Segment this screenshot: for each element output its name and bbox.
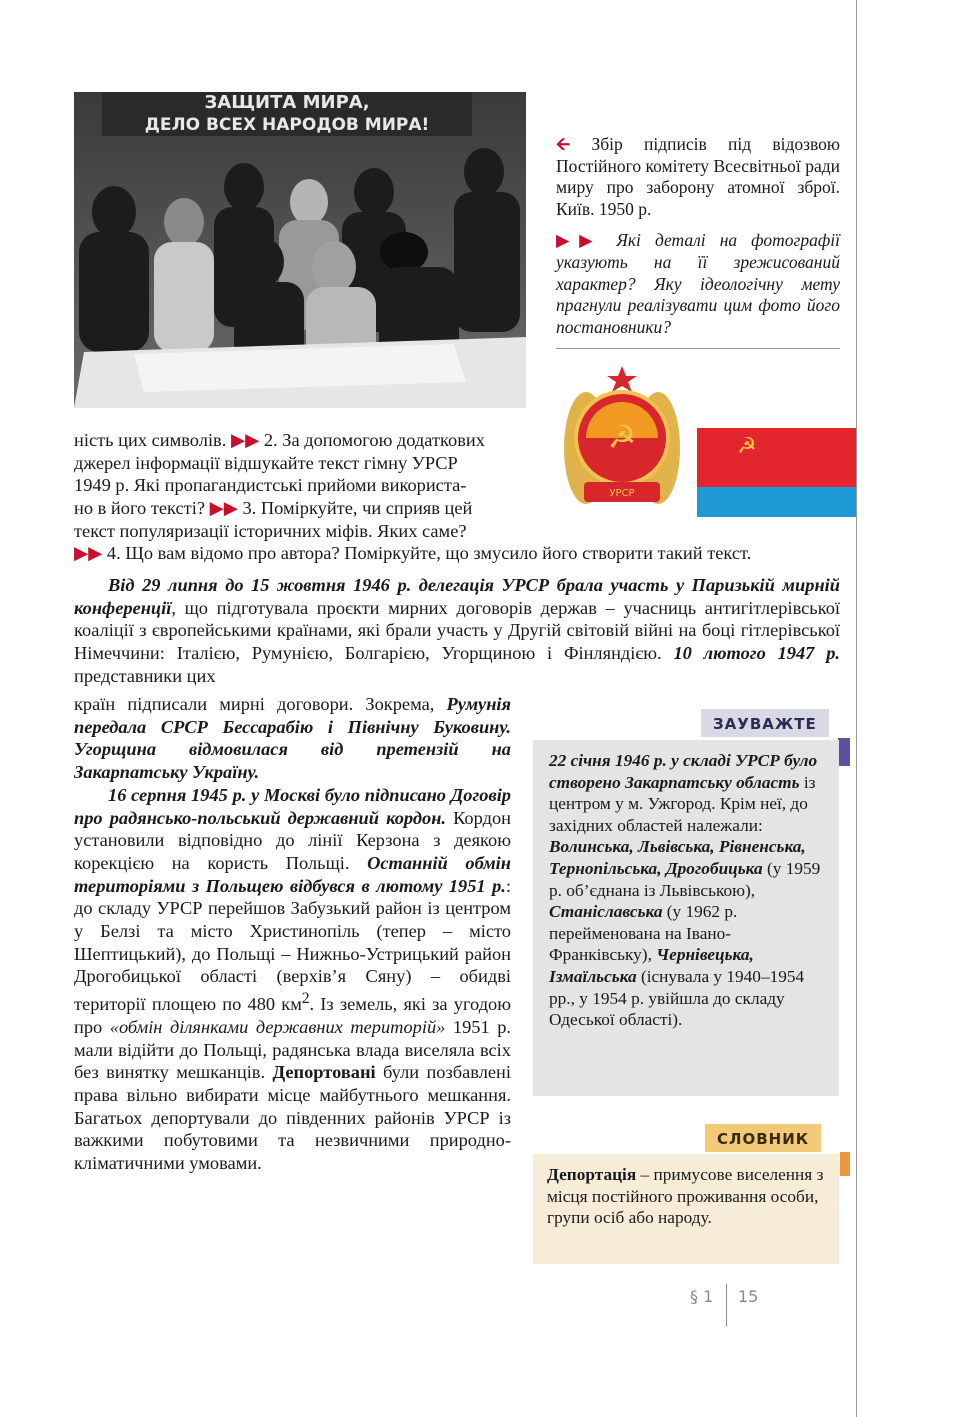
q-line: ність цих символів. (74, 430, 227, 450)
emphasis: 16 серпня 1945 р. у Москві було підписано Договір про радянсько-польський державний кордон. (74, 784, 511, 828)
arrow-left-icon: 🡨 (556, 134, 571, 154)
note-label: ЗАУВАЖТЕ (701, 709, 829, 737)
emphasis: «обмін ділянками державних територій» (109, 1016, 446, 1037)
text: були позбавлені права вільно вибирати місце майбутнього мешкання. Багатьох депортували до південних районів УРСР із важкими побутовими та незвичними природно-кліматичними умовами. (74, 1062, 512, 1174)
emblem-ribbon-text: УРСР (609, 488, 635, 499)
text: країн підписали мирні договори. Зокрема, (74, 694, 447, 714)
symbols-questions (74, 429, 527, 543)
q-line: 3. Поміркуйте, чи сприяв цей (242, 498, 473, 519)
superscript: 2 (301, 990, 310, 1008)
page-number: 15 (738, 1287, 759, 1306)
ussr-emblem (556, 364, 688, 516)
emphasis: Станіславська (549, 902, 663, 922)
emphasis: Від 29 липня до 15 жовтня 1946 р. делегація УРСР брала участь у Паризькій мирній конференції (74, 575, 840, 618)
photo-caption (556, 134, 840, 349)
glossary-tab (840, 1152, 850, 1176)
glossary-box (533, 1154, 839, 1264)
glossary-term: Депортація (547, 1165, 637, 1184)
double-arrow-icon: ▶▶ (230, 430, 260, 450)
q-line: джерел інформації відшукайте текст гімну УРСР (74, 452, 458, 473)
flag-hammer-sickle-icon: ☭ (737, 434, 757, 459)
text: (у 1959 р. об’єднана із Львівською), (549, 858, 821, 900)
paragraph-paris-conference (74, 574, 840, 688)
q-line: 2. За допомогою додаткових (263, 430, 485, 450)
emphasis: Депортовані (272, 1062, 376, 1083)
main-column (74, 693, 511, 1175)
emphasis: Волинська, Львівська, Рівненська, Тернопільська, Дрогобицька (549, 837, 806, 878)
double-arrow-icon: ▶▶ (74, 543, 103, 563)
note-box (533, 740, 839, 1096)
emphasis: Останній обмін територіями з Польщею відбувся в лютому 1951 р. (74, 852, 511, 896)
glossary-definition: – примусове виселення з місця постійного проживання особи, групи осіб або народу. (547, 1165, 824, 1228)
q-line: 1949 р. Які пропагандистські прийоми використа- (74, 475, 467, 496)
text: (існувала у 1940–1954 рр., у 1954 р. увійшла до складу Одеської області). (549, 966, 805, 1030)
symbols-question-4 (74, 542, 844, 565)
note-tab (838, 738, 850, 766)
text: : до складу УРСР перейшов Забузький район із центром у Белзі та місто Христинопіль (тепер – місто Шептицький), до Польщі – Нижньо-Устрицький район Дрогобицької області (верхів’я Сяну) – обидві території площею по 480 км (74, 875, 511, 1015)
caption-divider (556, 348, 840, 349)
double-arrow-icon: ▶▶ (556, 230, 603, 251)
hammer-sickle-icon: ☭ (607, 418, 637, 456)
q-line: текст популяризації історичних міфів. Яких саме? (74, 520, 467, 541)
emphasis: Румунія передала СРСР Бессарабію і Північну Буковину. Угорщина відмовилася від претензій на Закарпатську Україну. (74, 694, 511, 783)
text: (у 1962 р. перейменована на Івано-Франківську), (549, 902, 738, 965)
emphasis: 22 січня 1946 р. у складі УРСР було створено Закарпатську область (549, 751, 818, 792)
star-icon (607, 366, 637, 392)
text: , що підготувала проєкти мирних договорів держав – учасниць антигітлерівської коаліції з європейськими країнами, які брали участь у Другій світовій війні на боці гітлерівської Німеччини: Італією, Румунією, Болгарією, Угорщиною і Фінляндією. (74, 597, 840, 664)
banner-line-1: ЗАЩИТА МИРА, (204, 92, 370, 113)
q-line: 4. Що вам відомо про автора? Поміркуйте, що змусило його створити такий текст. (106, 543, 752, 563)
q-line: но в його тексті? (74, 498, 205, 519)
caption-question: Які деталі на фотографії указують на її зрежисований характер? Яку ідеологічну мету прагнули реалізувати цим фото його постановники? (556, 230, 840, 337)
text: Кордон установили відповідно до лінії Керзона з деякою корекцією на користь Польщі. (74, 807, 511, 873)
text: . Із земель, які за угодою про (74, 994, 511, 1037)
text: представники цих (74, 665, 216, 686)
section-number: § 1 (690, 1287, 714, 1306)
emphasis: Чернівецька, Ізмаїльська (549, 945, 754, 986)
text: із центром у м. Ужгород. Крім неї, до західних областей належали: (549, 772, 816, 835)
glossary-label: СЛОВНИК (705, 1124, 821, 1152)
banner-line-2: ДЕЛО ВСЕХ НАРОДОВ МИРА! (144, 115, 430, 135)
emphasis: 10 лютого 1947 р. (673, 643, 840, 664)
footer-divider (726, 1284, 727, 1326)
caption-text: Збір підписів під відозвою Постійного комітету Всесвітньої ради миру про заборону атомної зброї. Київ. 1950 р. (556, 134, 841, 219)
margin-rule (856, 0, 857, 1417)
historical-photo (74, 92, 526, 408)
text: 1951 р. мали відійти до Польщі, радянська влада виселяла всіх без винятку мешканців. (74, 1016, 511, 1083)
ussr-flag (697, 428, 856, 517)
photo-illustration (74, 92, 526, 408)
double-arrow-icon: ▶▶ (209, 498, 238, 519)
